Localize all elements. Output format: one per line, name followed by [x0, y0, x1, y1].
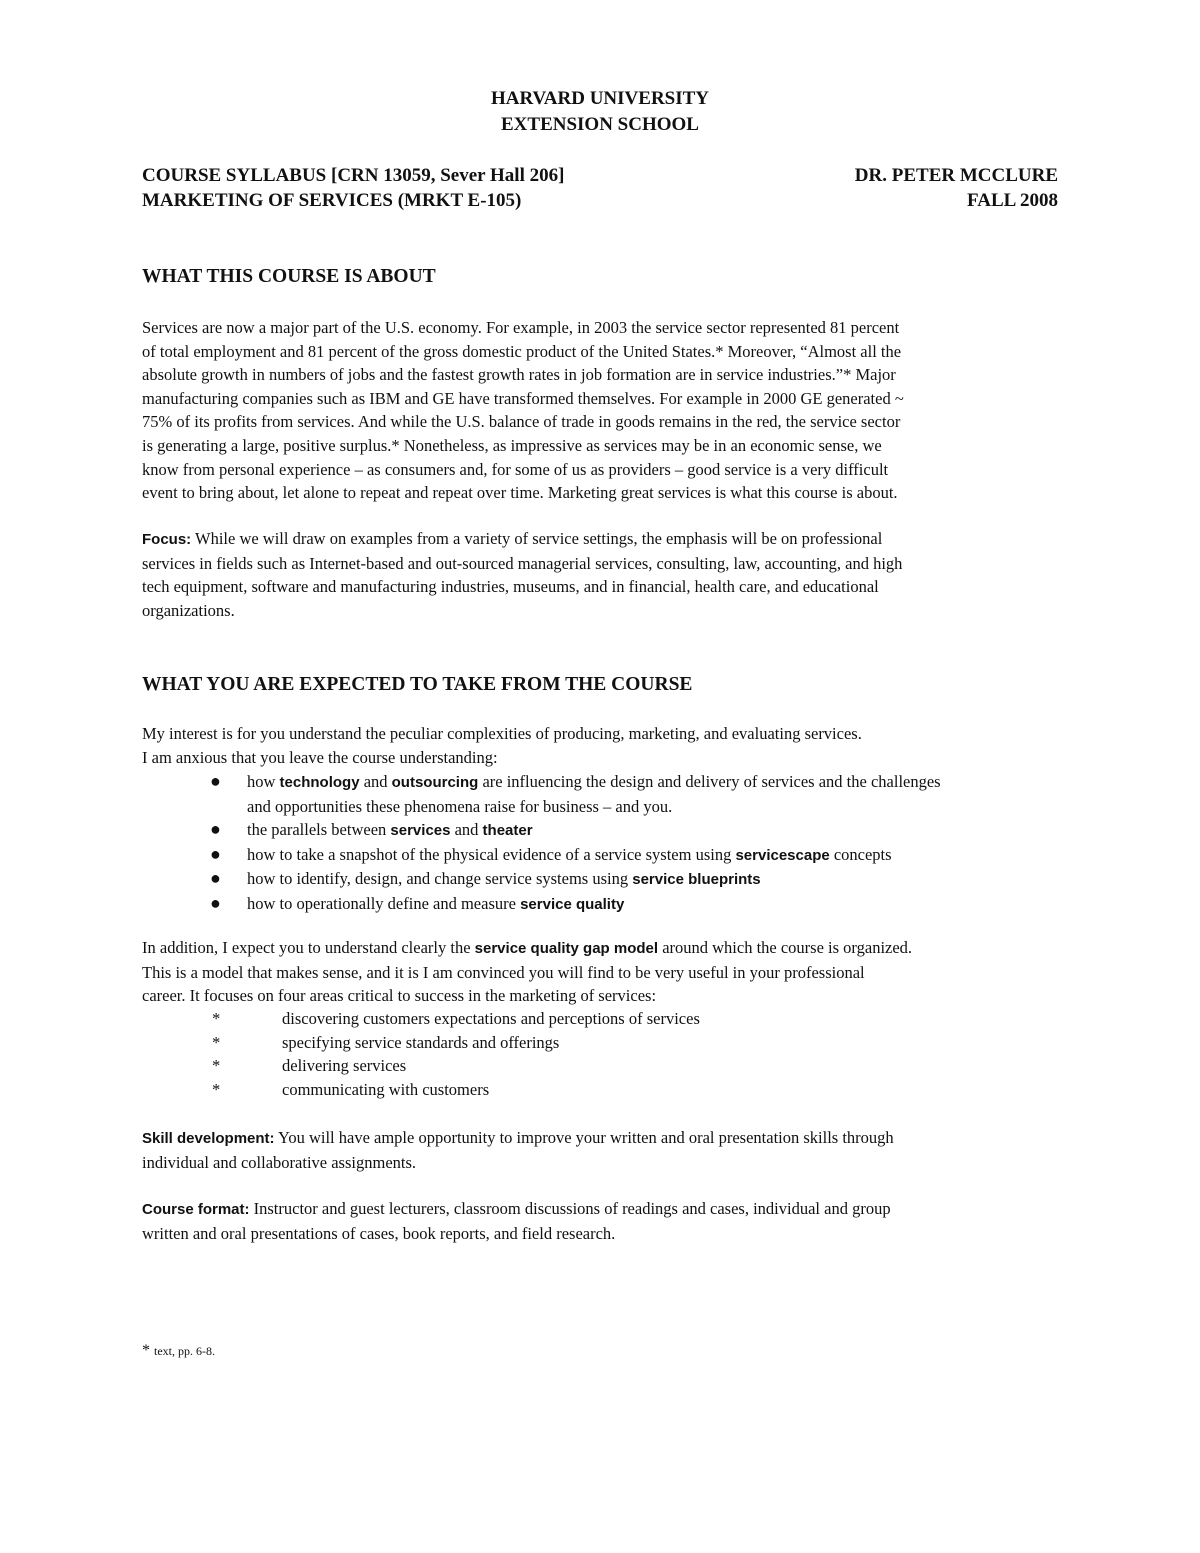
- focus-line: services in fields such as Internet-based and out-sourced managerial services, consulting, law, accounting, and high: [142, 553, 903, 573]
- asterisk-icon: *: [212, 1079, 221, 1099]
- asterisk-icon: *: [212, 1056, 221, 1076]
- list-item: * specifying service standards and offerings: [142, 1031, 700, 1055]
- about-line: of total employment and 81 percent of the gross domestic product of the United States.* Moreover, “Almost all the: [142, 341, 902, 361]
- footnote-asterisk: *: [142, 1342, 150, 1359]
- bullet-icon: ●: [210, 892, 221, 913]
- focus-line: organizations.: [142, 600, 235, 620]
- focus-line: tech equipment, software and manufacturing industries, museums, and in financial, health care, and educational: [142, 577, 879, 597]
- footnote-text: text, pp. 6-8.: [154, 1344, 215, 1358]
- focus-label: Focus:: [142, 531, 192, 548]
- section-title-expected: WHAT YOU ARE EXPECTED TO TAKE FROM THE COURSE: [142, 674, 693, 695]
- gap-model-keyword: service quality gap model: [474, 940, 659, 957]
- format-label: Course format:: [142, 1201, 250, 1218]
- list-item: ● how to take a snapshot of the physical evidence of a service system using servicescape concepts: [142, 843, 941, 868]
- about-line: manufacturing companies such as IBM and GE have transformed themselves. For example in 2000 GE generated ~: [142, 388, 904, 408]
- skill-label: Skill development:: [142, 1130, 275, 1147]
- gap-line: career. It focuses on four areas critical to success in the marketing of services:: [142, 986, 657, 1006]
- list-item-continuation: and opportunities these phenomena raise for business – and you.: [247, 796, 673, 816]
- about-paragraph: [142, 316, 1067, 505]
- asterisk-icon: *: [212, 1009, 221, 1028]
- list-item: * delivering services: [142, 1054, 700, 1078]
- instructor-name: DR. PETER MCCLURE: [854, 165, 1058, 186]
- focus-text: While we will draw on examples from a variety of service settings, the emphasis will be on professional: [191, 529, 883, 548]
- bullet-icon: ●: [210, 868, 221, 889]
- course-title-line: MARKETING OF SERVICES (MRKT E-105): [142, 190, 522, 211]
- bullet-icon: ●: [210, 843, 221, 864]
- intro-line: I am anxious that you leave the course understanding:: [142, 747, 498, 767]
- about-line: event to bring about, let alone to repeat and repeat over time. Marketing great services is what this course is about.: [142, 483, 898, 503]
- format-paragraph: Course format: Instructor and guest lecturers, classroom discussions of readings and cases, individual and group written and oral presentations of cases, book reports, and field research.: [142, 1197, 1067, 1245]
- format-line: written and oral presentations of cases, book reports, and field research.: [142, 1223, 616, 1243]
- list-item: ● how technology and outsourcing are influencing the design and delivery of services and the challenges: [142, 770, 941, 795]
- list-item: ● how to identify, design, and change service systems using service blueprints: [142, 867, 941, 892]
- list-item: ● the parallels between services and theater: [142, 818, 941, 843]
- about-line: 75% of its profits from services. And while the U.S. balance of trade in goods remains in the red, the service sector: [142, 412, 901, 432]
- footnote: [142, 1342, 215, 1360]
- university-name: HARVARD UNIVERSITY: [490, 88, 710, 109]
- focus-areas-list: [142, 1007, 700, 1101]
- about-line: Services are now a major part of the U.S. economy. For example, in 2003 the service sector represented 81 percent: [142, 318, 900, 337]
- about-line: absolute growth in numbers of jobs and the fastest growth rates in job formation are in service industries.”* Major: [142, 365, 896, 385]
- learning-outcomes-list: [142, 770, 941, 917]
- bullet-icon: ●: [210, 771, 221, 791]
- section-title-about: WHAT THIS COURSE IS ABOUT: [142, 266, 436, 287]
- skill-paragraph: Skill development: You will have ample opportunity to improve your written and oral presentation skills through individual and collaborative assignments.: [142, 1126, 1067, 1174]
- school-name: EXTENSION SCHOOL: [501, 114, 699, 135]
- gap-model-paragraph: In addition, I expect you to understand clearly the service quality gap model around which the course is organized. This is a model that makes sense, and it is I am convinced you will find to be very useful in your professional career. It focuses on four areas critical to success in the marketing of services:: [142, 936, 1067, 1008]
- list-item: * communicating with customers: [142, 1078, 700, 1102]
- intro-line: My interest is for you understand the peculiar complexities of producing, marketing, and evaluating services.: [142, 724, 862, 743]
- about-line: know from personal experience – as consumers and, for some of us as providers – good service is a very difficult: [142, 459, 889, 479]
- gap-line: This is a model that makes sense, and it is I am convinced you will find to be very useful in your professional: [142, 962, 865, 982]
- skill-line: individual and collaborative assignments.: [142, 1152, 417, 1172]
- focus-paragraph: [142, 527, 1067, 622]
- list-item: ● how to operationally define and measure service quality: [142, 892, 941, 917]
- about-line: is generating a large, positive surplus.* Nonetheless, as impressive as services may be in an economic sense, we: [142, 435, 882, 455]
- list-item: * discovering customers expectations and perceptions of services: [142, 1007, 700, 1031]
- bullet-icon: ●: [210, 819, 221, 840]
- expected-intro: [142, 722, 1067, 769]
- course-syllabus-line: COURSE SYLLABUS [CRN 13059, Sever Hall 206]: [142, 165, 565, 186]
- term: FALL 2008: [967, 190, 1058, 211]
- asterisk-icon: *: [212, 1032, 221, 1052]
